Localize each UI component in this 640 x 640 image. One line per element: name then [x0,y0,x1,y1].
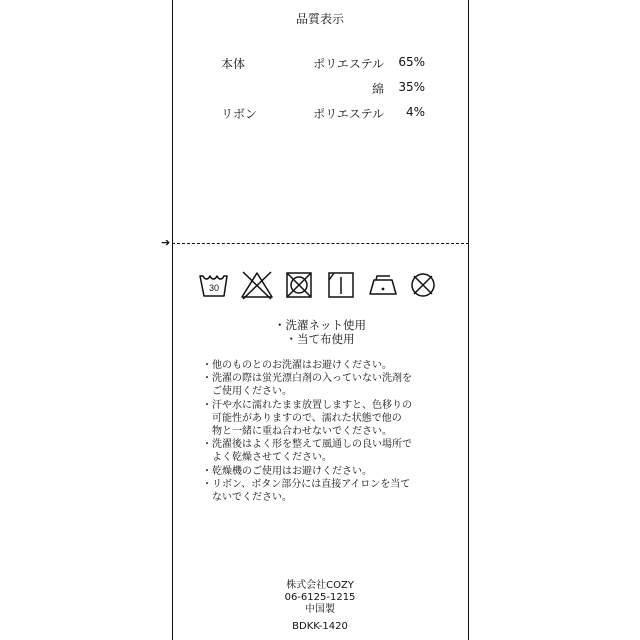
caution-line: ・他のものとのお洗濯はお避けください。 [202,360,392,371]
fold-line [172,243,469,244]
composition-percent: 65% [398,55,425,69]
caution-line: ・汗や水に濡れたまま放置しますと、色移りの [202,399,412,411]
caution-line: ・洗濯後はよく形を整えて風通しの良い場所で [202,439,412,451]
care-note: ・洗濯ネット使用 [274,318,366,332]
care-icons [198,270,442,302]
caution-line: 可能性がありますので、濡れた状態で他の [202,412,402,424]
composition-row [0,55,640,71]
company-info [0,580,640,616]
caution-list [202,359,442,504]
composition-material: ポリエステル [313,57,384,71]
no-dry-clean-icon [408,270,438,300]
caution-line: ご使用ください。 [202,386,292,398]
caution-line: ・リボン、ボタン部分には直接アイロンを当て [202,478,411,490]
caution-line: よく乾燥させてください。 [202,452,332,464]
composition-part: 本体 [221,57,246,71]
no-tumble-dry-icon [284,270,314,300]
composition-percent: 35% [398,80,425,94]
caution-line: ・洗濯の際は蛍光漂白剤の入っていない洗剤を [202,373,412,385]
composition-row [0,80,640,96]
fold-arrow-icon: ➔ [161,236,171,249]
wash-30-icon [198,270,232,300]
composition-percent: 4% [405,105,425,119]
product-code: BDKK-1420 [292,621,348,632]
composition-material: ポリエステル [313,107,384,121]
composition-row [0,105,640,121]
label-title: 品質表示 [295,12,344,26]
no-bleach-icon [239,270,275,300]
line-dry-icon [326,270,356,300]
company-phone: 06-6125-1215 [284,592,356,603]
caution-line: ・乾燥機のご使用はお避けください。 [202,465,372,477]
caution-line: 物と一緒に重ね合わせないでください。 [202,426,392,438]
composition-part: リボン [221,107,258,121]
composition-material: 綿 [371,82,384,96]
wash-temperature: 30 [208,283,220,293]
caution-line: ないでください。 [202,492,292,504]
country-of-origin: 中国製 [305,604,335,615]
company-name: 株式会社COZY [286,580,354,591]
care-notes [0,318,640,346]
care-note: ・当て布使用 [285,332,355,346]
iron-low-icon [366,270,400,300]
